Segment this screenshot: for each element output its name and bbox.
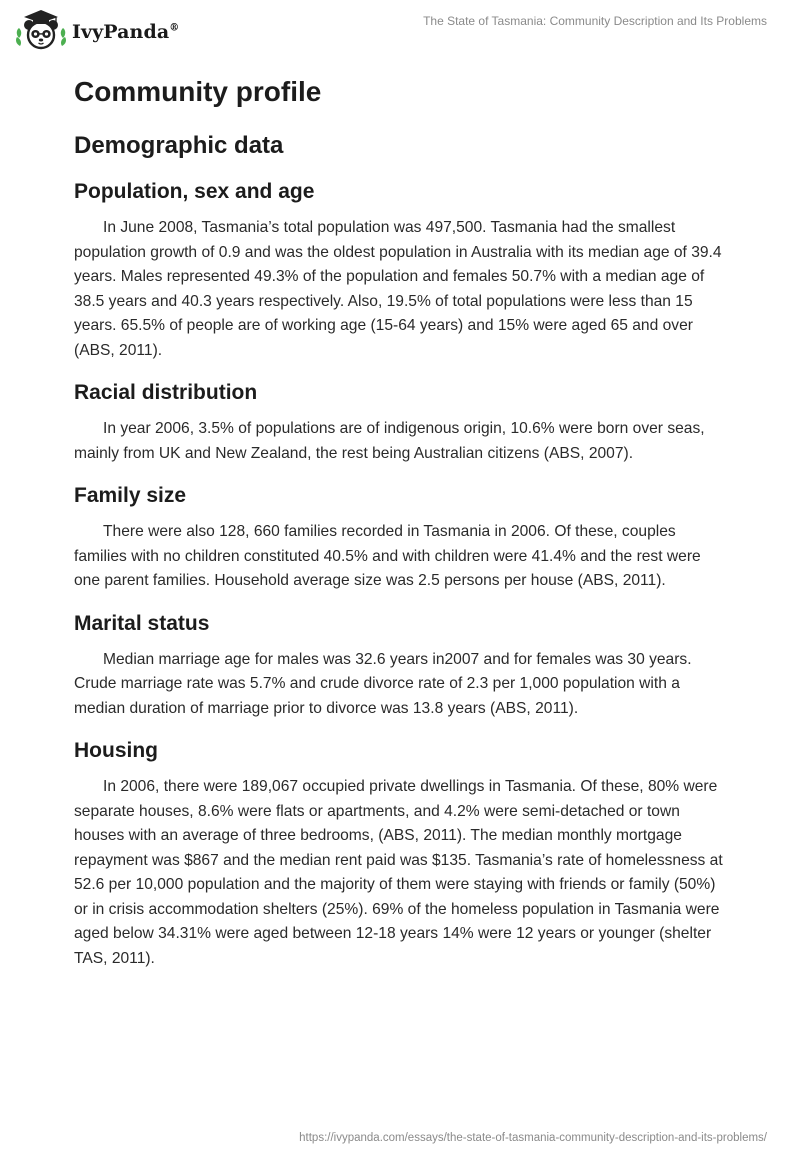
heading-racial-distribution: Racial distribution [74, 381, 258, 404]
page-header [0, 0, 800, 60]
document-title: The State of Tasmania: Community Description and Its Problems [423, 14, 767, 28]
paragraph-family-size: There were also 128, 660 families recorded in Tasmania in 2006. Of these, couples families with no children constituted 40.5% and with children were 41.4% and the rest were one parent families. Household average size was 2.5 persons per house (ABS, 2011). [74, 523, 701, 589]
paragraph-population-sex-age: In June 2008, Tasmania’s total population was 497,500. Tasmania had the smallest population growth of 0.9 and was the oldest population in Australia with its median age of 39.4 years. Males represented 49.3% of the population and females 50.7% with a median age of 38.5 years and 40.3 years respectively. Also, 19.5% of total populations were less than 15 years. 65.5% of people are of working age (15-64 years) and 15% were aged 65 and over (ABS, 2011). [74, 219, 722, 359]
brand-name: IvyPanda® [72, 21, 180, 43]
paragraph-housing: In 2006, there were 189,067 occupied private dwellings in Tasmania. Of these, 80% were separate houses, 8.6% were flats or apartments, and 4.2% were semi-detached or town houses with an average of three bedrooms, (ABS, 2011). The median monthly mortgage repayment was $867 and the median rent paid was $135. Tasmania’s rate of homelessness at 52.6 per 10,000 population and the majority of them were staying with friends or family (50%) or in crisis accommodation shelters (25%). 69% of the homeless population in Tasmania were aged below 34.31% were aged between 12-18 years 14% were 12 years or younger (shelter TAS, 2011). [74, 778, 723, 967]
article-body [74, 66, 730, 971]
ivypanda-logo[interactable] [14, 8, 179, 52]
registered-mark: ® [169, 22, 180, 34]
heading-marital-status: Marital status [74, 611, 210, 635]
source-url[interactable]: https://ivypanda.com/essays/the-state-of-tasmania-community-description-and-its-problems/ [299, 1132, 767, 1144]
heading-population-sex-age: Population, sex and age [74, 180, 315, 203]
heading-family-size: Family size [74, 484, 187, 507]
section-title: Demographic data [74, 132, 284, 159]
paragraph-marital-status: Median marriage age for males was 32.6 years in2007 and for females was 30 years. Crude marriage rate was 5.7% and crude divorce rate of 2.3 per 1,000 population with a median duration of marriage prior to divorce was 13.8 years (ABS, 2011). [74, 650, 692, 717]
paragraph-racial-distribution: In year 2006, 3.5% of populations are of indigenous origin, 10.6% were born over seas, mainly from UK and New Zealand, the rest being Australian citizens (ABS, 2007). [74, 420, 705, 462]
heading-housing: Housing [74, 739, 158, 762]
panda-graduate-icon [14, 8, 68, 52]
page-title: Community profile [74, 76, 322, 107]
